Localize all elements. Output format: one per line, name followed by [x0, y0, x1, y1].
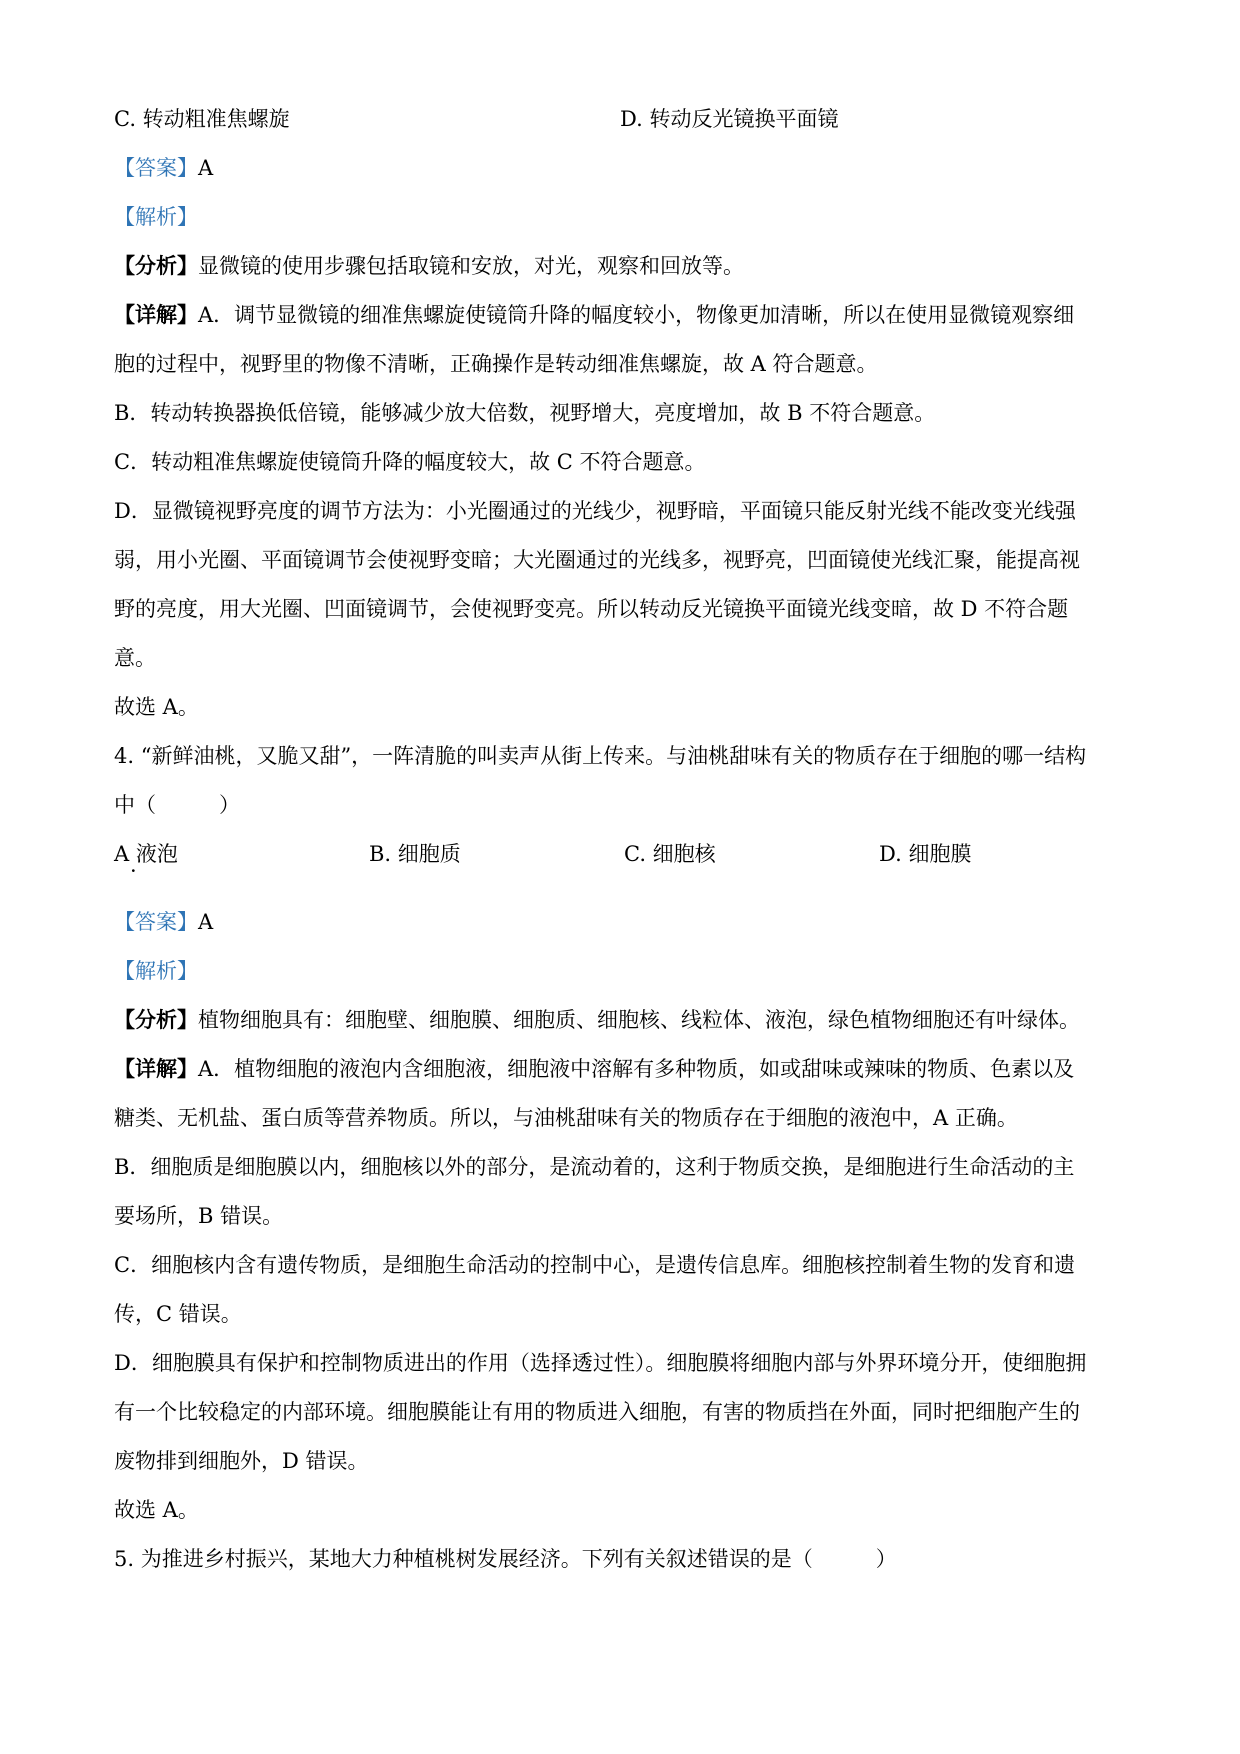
q4-conclusion: 故选 A。 [114, 1498, 199, 1522]
q4-fenxi [114, 1005, 1080, 1035]
prev-option-c: C. 转动粗准焦螺旋 [114, 107, 290, 131]
q4-explain-line-9: 废物排到细胞外，D 错误。 [114, 1449, 369, 1473]
q4-explain-line-7: D．细胞膜具有保护和控制物质进出的作用（选择透过性）。细胞膜将细胞内部与外界环境分开，使细胞拥 [114, 1351, 1087, 1375]
prev-explain-line-5: D．显微镜视野亮度的调节方法为：小光圈通过的光线少，视野暗，平面镜只能反射光线不能改变光线强 [114, 499, 1076, 523]
prev-answer [114, 153, 213, 183]
q4-explain-line-2: 糖类、无机盐、蛋白质等营养物质。所以，与油桃甜味有关的物质存在于细胞的液泡中，A 正确。 [114, 1106, 1018, 1130]
prev-option-d: D. 转动反光镜换平面镜 [620, 107, 839, 131]
answer-tag: 【答案】 [114, 156, 198, 180]
prev-explain-line-6: 弱，用小光圈、平面镜调节会使视野变暗；大光圈通过的光线多，视野亮，凹面镜使光线汇聚，能提高视 [114, 548, 1080, 572]
q4-option-b: B. 细胞质 [369, 842, 461, 866]
prev-fenxi [114, 251, 744, 281]
q4-stem-line-1: 4. “新鲜油桃，又脆又甜”，一阵清脆的叫卖声从街上传来。与油桃甜味有关的物质存在于细胞的哪一结构 [114, 744, 1087, 768]
q4-option-d: D. 细胞膜 [879, 842, 972, 866]
xiangjie-text: A．植物细胞的液泡内含细胞液，细胞液中溶解有多种物质，如或甜味或辣味的物质、色素以及 [198, 1057, 1075, 1081]
answer-value: A [198, 156, 214, 180]
q4-explain-line-4: 要场所，B 错误。 [114, 1204, 284, 1228]
prev-explain-line-4: C．转动粗准焦螺旋使镜筒升降的幅度较大，故 C 不符合题意。 [114, 450, 706, 474]
prev-analysis-tag: 【解析】 [114, 205, 198, 229]
xiangjie-text: A．调节显微镜的细准焦螺旋使镜筒升降的幅度较小，物像更加清晰，所以在使用显微镜观察细 [198, 303, 1075, 327]
fenxi-text: 显微镜的使用步骤包括取镜和安放，对光，观察和回放等。 [198, 254, 744, 278]
q4-xiangjie-line-1 [114, 1054, 1074, 1084]
q4-stem-line-2: 中（ ） [114, 793, 240, 817]
prev-explain-line-7: 野的亮度，用大光圈、凹面镜调节，会使视野变亮。所以转动反光镜换平面镜光线变暗，故 D 不符合题 [114, 597, 1069, 621]
q4-explain-line-5: C．细胞核内含有遗传物质，是细胞生命活动的控制中心，是遗传信息库。细胞核控制着生物的发育和遗 [114, 1253, 1076, 1277]
q4-explain-line-6: 传，C 错误。 [114, 1302, 242, 1326]
q4-analysis-tag: 【解析】 [114, 959, 198, 983]
q4-explain-line-8: 有一个比较稳定的内部环境。细胞膜能让有用的物质进入细胞，有害的物质挡在外面，同时把细胞产生的 [114, 1400, 1080, 1424]
q4-explain-line-3: B．细胞质是细胞膜以内，细胞核以外的部分，是流动着的，这利于物质交换，是细胞进行生命活动的主 [114, 1155, 1075, 1179]
q4-option-c: C. 细胞核 [624, 842, 716, 866]
answer-value: A [198, 910, 214, 934]
fenxi-tag: 【分析】 [114, 253, 198, 278]
prev-explain-line-8: 意。 [114, 646, 156, 670]
prev-conclusion: 故选 A。 [114, 695, 199, 719]
fenxi-text: 植物细胞具有：细胞壁、细胞膜、细胞质、细胞核、线粒体、液泡，绿色植物细胞还有叶绿体。 [198, 1008, 1080, 1032]
emphasis-dot: · [130, 859, 137, 883]
prev-explain-line-2: 胞的过程中，视野里的物像不清晰，正确操作是转动细准焦螺旋，故 A 符合题意。 [114, 352, 878, 376]
answer-tag: 【答案】 [114, 910, 198, 934]
prev-explain-line-3: B．转动转换器换低倍镜，能够减少放大倍数，视野增大，亮度增加，故 B 不符合题意。 [114, 401, 936, 425]
prev-xiangjie-line-1 [114, 300, 1074, 330]
q4-option-a: A 液泡 [114, 842, 178, 866]
fenxi-tag: 【分析】 [114, 1007, 198, 1032]
q4-answer [114, 907, 213, 937]
xiangjie-tag: 【详解】 [114, 302, 198, 327]
q5-stem: 5. 为推进乡村振兴，某地大力种植桃树发展经济。下列有关叙述错误的是（ ） [114, 1547, 897, 1571]
xiangjie-tag: 【详解】 [114, 1056, 198, 1081]
